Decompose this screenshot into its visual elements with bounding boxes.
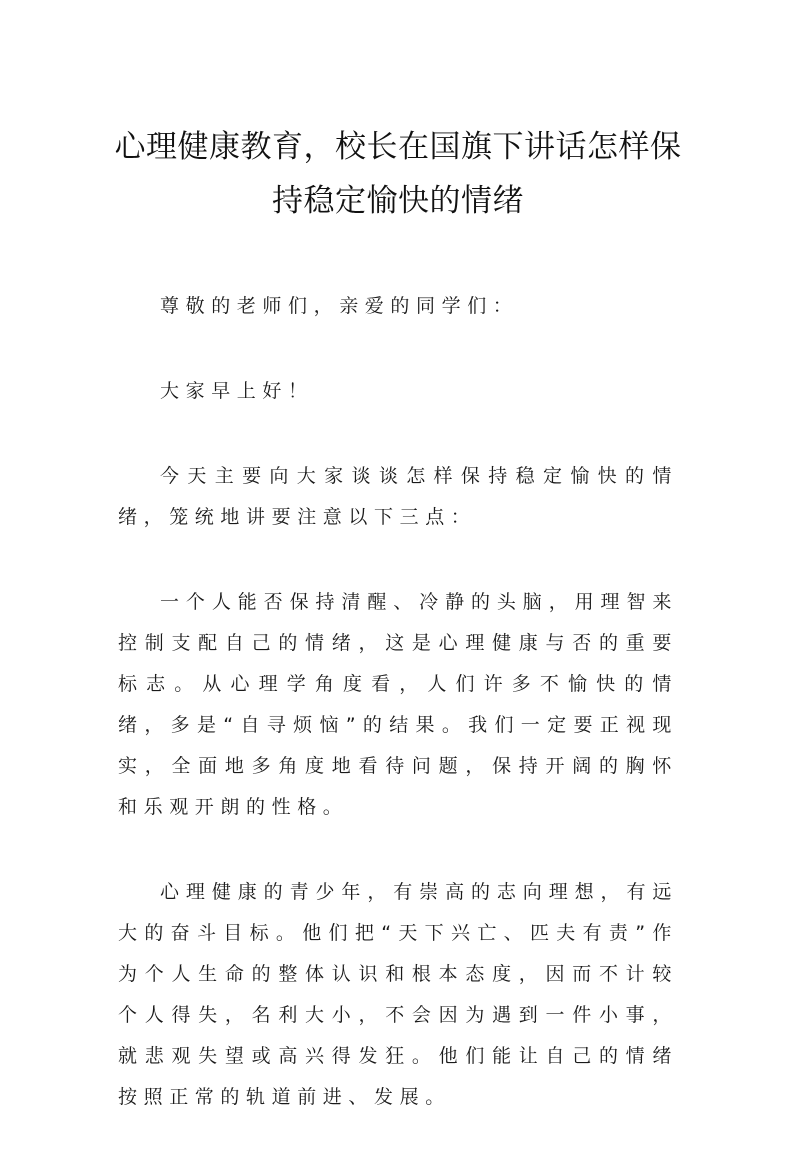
document-body (118, 286, 678, 1162)
body-paragraph: 一个人能否保持清醒、冷静的头脑，用理智来控制支配自己的情绪，这是心理健康与否的重要标志。从心理学角度看，人们许多不愉快的情绪，多是“自寻烦恼”的结果。我们一定要正视现实，全面地多角度地看待问题，保持开阔的胸怀和乐观开朗的性格。 (118, 591, 678, 818)
body-paragraph: 心理健康的青少年，有崇高的志向理想，有远大的奋斗目标。他们把“天下兴亡、匹夫有责”作为个人生命的整体认识和根本态度，因而不计较个人得失，名利大小，不会因为遇到一件小事，就悲观失望或高兴得发狂。他们能让自己的情绪按照正常的轨道前进、发展。 (118, 881, 678, 1108)
greeting-paragraph: 尊敬的老师们，亲爱的同学们： (160, 295, 519, 317)
document-title: 心理健康教育，校长在国旗下讲话怎样保持稳定愉快的情绪 (114, 129, 682, 219)
salutation-paragraph: 大家早上好！ (160, 380, 314, 402)
intro-paragraph: 今天主要向大家谈谈怎样保持稳定愉快的情绪，笼统地讲要注意以下三点： (118, 465, 678, 528)
